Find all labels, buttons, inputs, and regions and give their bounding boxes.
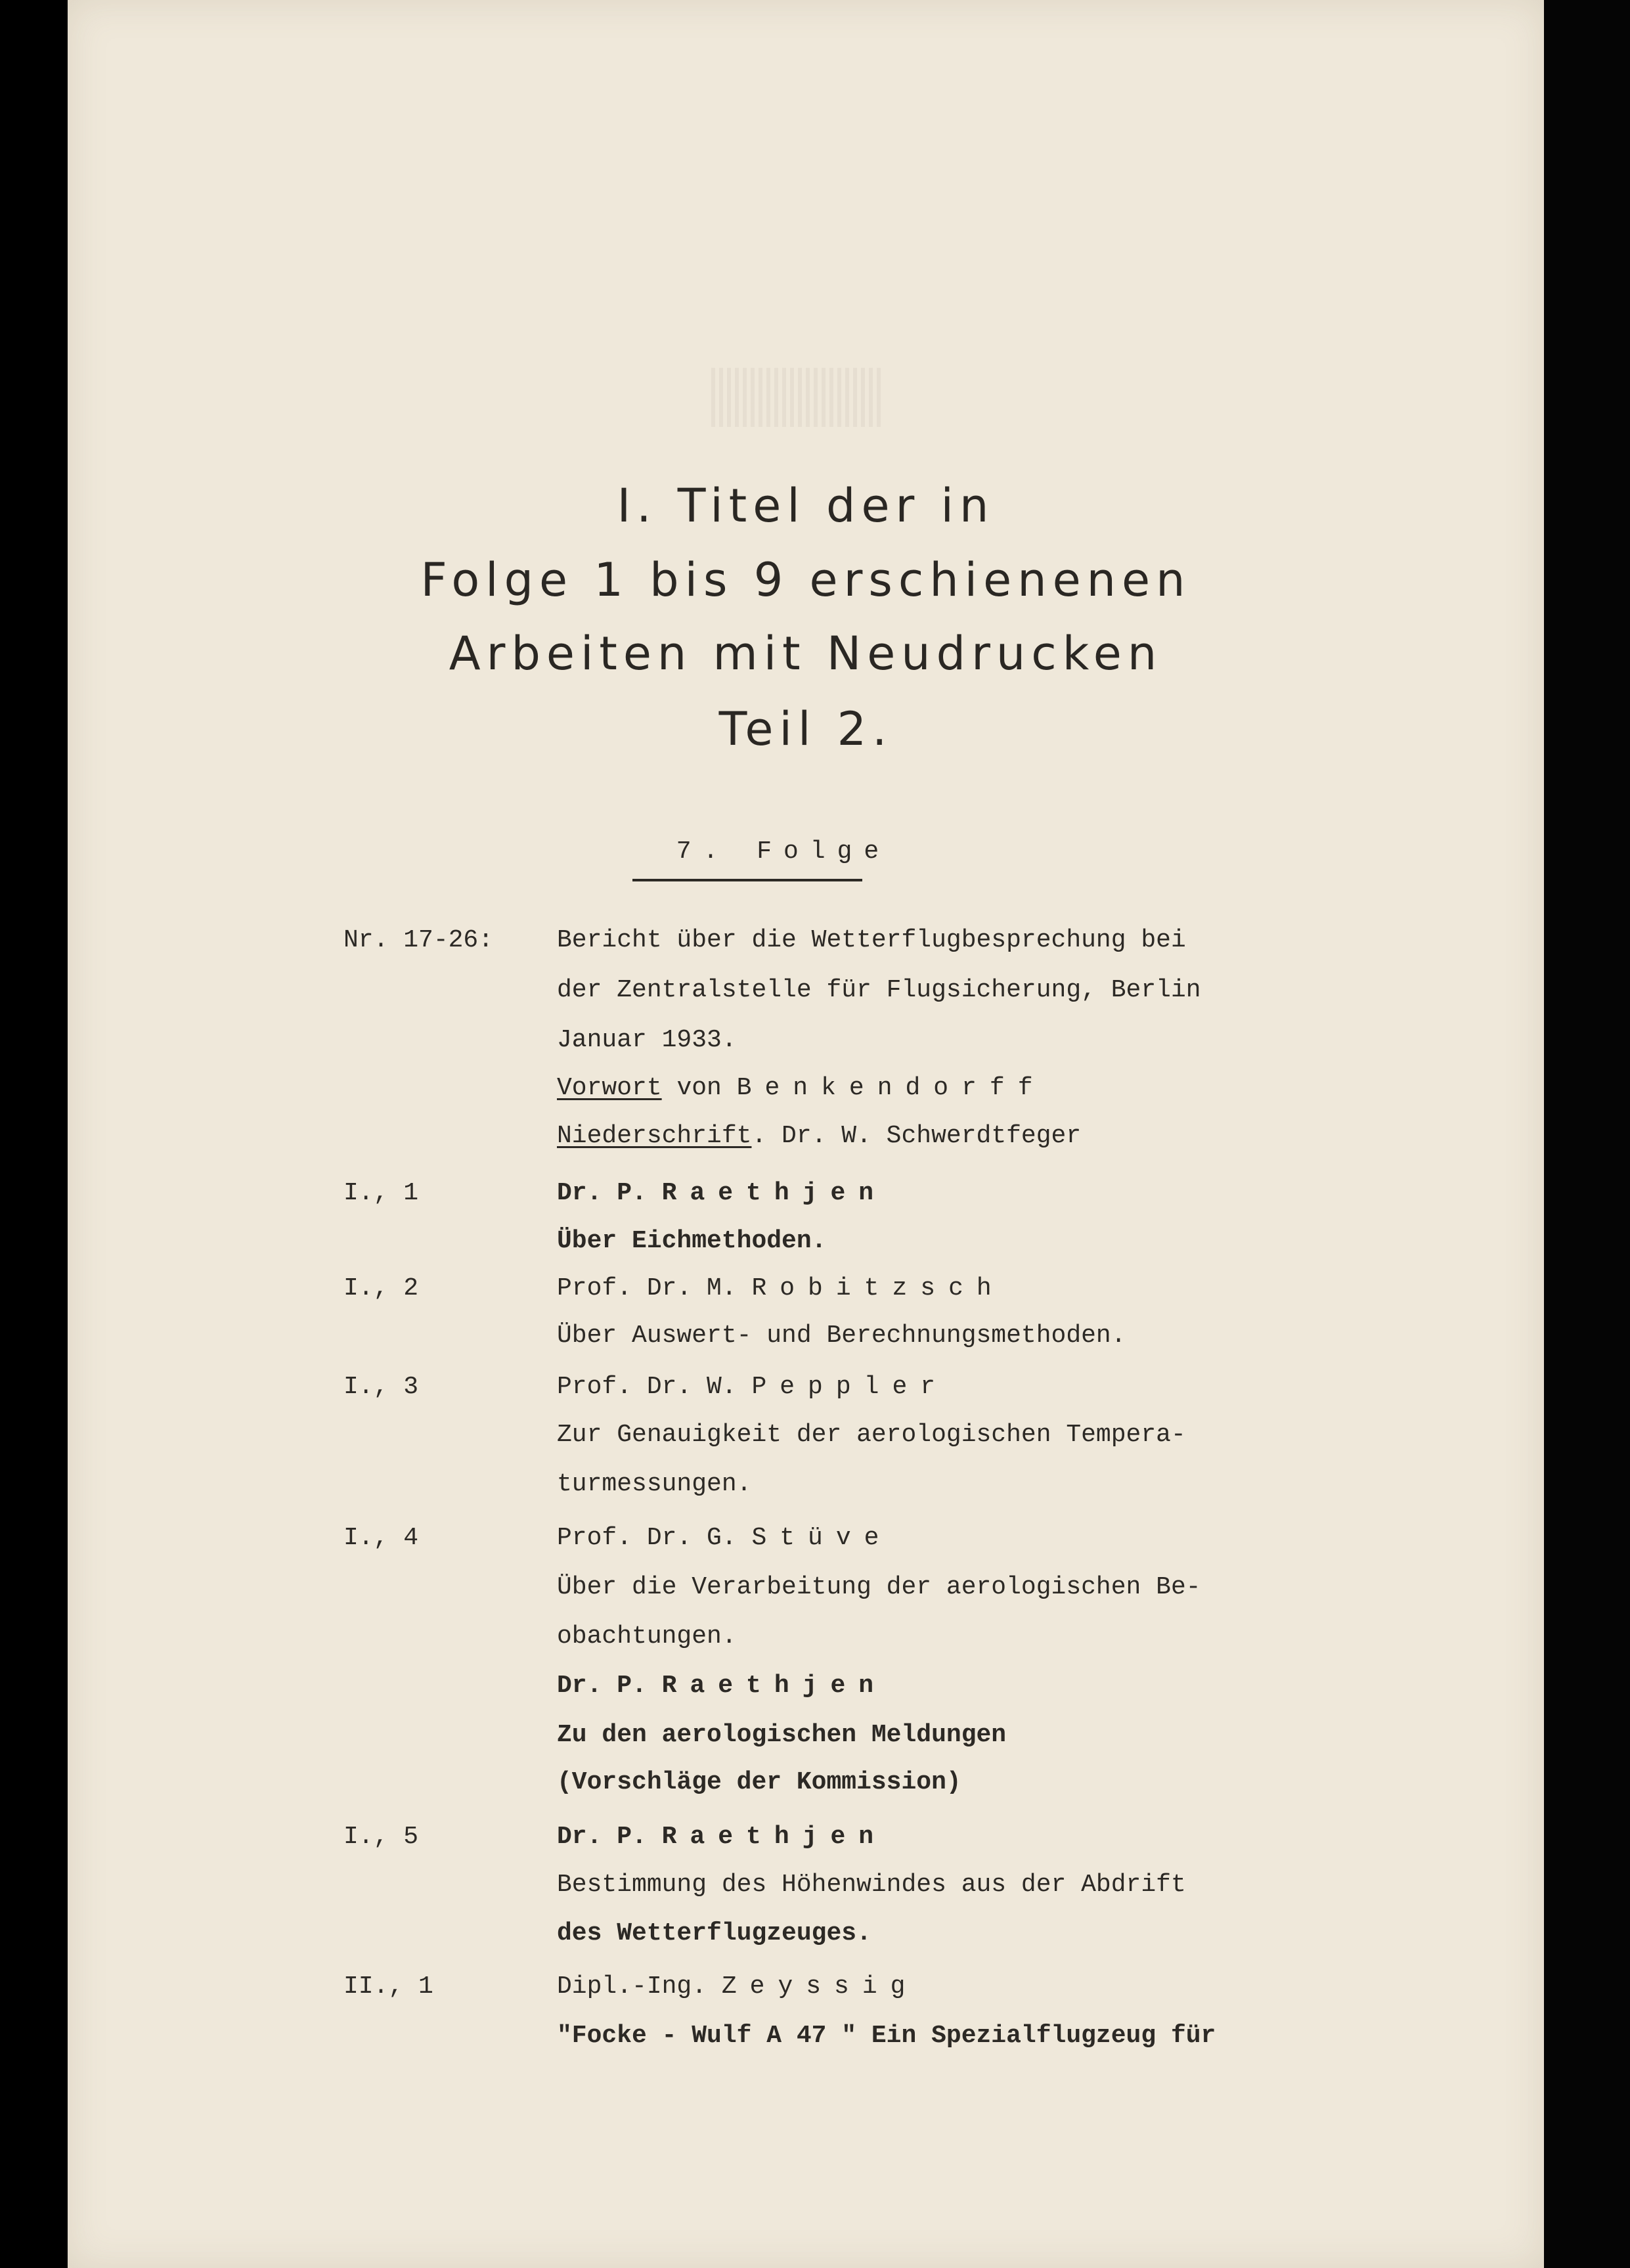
niederschrift-author: . Dr. W. Schwerdtfeger	[751, 1122, 1082, 1150]
author-prefix: Dr. P.	[557, 1823, 662, 1851]
title-line-4: Teil 2.	[718, 702, 893, 756]
entry-line: des Wetterflugzeuges.	[557, 1919, 871, 1947]
entry-line-vorwort	[557, 1074, 1046, 1102]
section-heading: 7. Folge	[676, 837, 891, 866]
entry-author	[557, 1274, 1005, 1302]
author-prefix: Prof. Dr. W.	[557, 1373, 752, 1401]
vorwort-connector: von	[661, 1074, 737, 1102]
entry-number: Nr. 17-26:	[343, 926, 494, 954]
entry-number: II., 1	[343, 1972, 433, 2001]
entry-line-niederschrift	[557, 1122, 1081, 1150]
title-line-1: I. Titel der in	[617, 479, 995, 533]
entry-line: obachtungen.	[557, 1622, 737, 1651]
entry-line: Bestimmung des Höhenwindes aus der Abdrift	[557, 1871, 1186, 1899]
entry-line: der Zentralstelle für Flugsicherung, Berlin	[557, 976, 1201, 1004]
author-name: Robitzsch	[751, 1274, 1005, 1302]
author-prefix: Dipl.-Ing.	[557, 1972, 722, 2001]
author-prefix: Dr. P.	[557, 1179, 662, 1207]
entry-number: I., 2	[343, 1274, 419, 1302]
entry-number: I., 3	[343, 1373, 419, 1401]
entry-line: Über die Verarbeitung der aerologischen Be-	[557, 1573, 1201, 1601]
entry-number: I., 5	[343, 1823, 419, 1851]
entry-line: Über Eichmethoden.	[557, 1227, 827, 1255]
bleed-through-mark	[711, 368, 882, 427]
author-name: Zeyssig	[721, 1972, 919, 2001]
vorwort-label: Vorwort	[557, 1074, 662, 1102]
scan-border-right	[1544, 0, 1630, 2268]
author-name: Stüve	[751, 1524, 892, 1552]
entry-author	[557, 1823, 887, 1851]
author-name: Raethjen	[661, 1823, 887, 1851]
entry-line: Bericht über die Wetterflugbesprechung bei	[557, 926, 1186, 954]
entry-line: Über Auswert- und Berechnungsmethoden.	[557, 1322, 1126, 1350]
entry-line: Zur Genauigkeit der aerologischen Tempera-	[557, 1421, 1186, 1449]
author-name: Raethjen	[661, 1179, 887, 1207]
entry-author	[557, 1179, 887, 1207]
author-prefix: Prof. Dr. M.	[557, 1274, 752, 1302]
author-name: Peppler	[751, 1373, 949, 1401]
document-page	[68, 0, 1544, 2268]
section-heading-rule	[632, 879, 862, 881]
entry-number: I., 1	[343, 1179, 419, 1207]
author-prefix: Dr. P.	[557, 1672, 662, 1700]
entry-number: I., 4	[343, 1524, 419, 1552]
entry-line: (Vorschläge der Kommission)	[557, 1768, 961, 1796]
entry-line: Zu den aerologischen Meldungen	[557, 1721, 1007, 1749]
title-line-2: Folge 1 bis 9 erschienenen	[420, 553, 1191, 607]
author-prefix: Prof. Dr. G.	[557, 1524, 752, 1552]
entry-author	[557, 1524, 892, 1552]
author-name: Raethjen	[661, 1672, 887, 1700]
entry-author	[557, 1672, 887, 1700]
niederschrift-label: Niederschrift	[557, 1122, 752, 1150]
entry-author	[557, 1373, 948, 1401]
title-line-3: Arbeiten mit Neudrucken	[449, 627, 1163, 680]
entry-author	[557, 1972, 918, 2001]
vorwort-author: Benkendorff	[736, 1074, 1046, 1102]
entry-line: Januar 1933.	[557, 1026, 737, 1054]
entry-line: turmessungen.	[557, 1470, 752, 1498]
entry-line: "Focke - Wulf A 47 " Ein Spezialflugzeug für	[557, 2022, 1216, 2050]
